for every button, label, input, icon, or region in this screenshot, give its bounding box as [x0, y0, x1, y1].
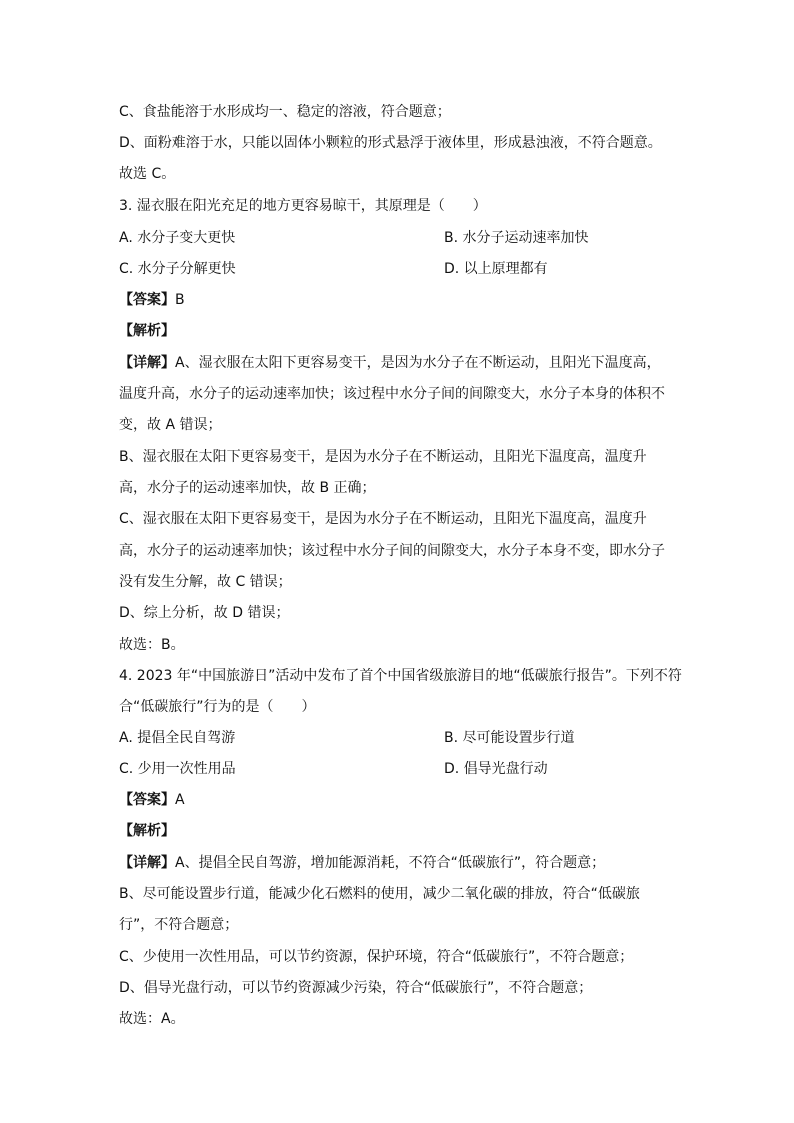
- q3-options-row-2: [119, 259, 679, 279]
- q4-conclusion: 故选：A。: [119, 1011, 185, 1027]
- q4-detail-line: 行”，不符合题意；: [119, 917, 239, 933]
- q3-option-b: B. 水分子运动速率加快: [444, 230, 589, 246]
- q3-detail-line: 【详解】A、湿衣服在太阳下更容易变干，是因为水分子在不断运动，且阳光下温度高，: [119, 355, 661, 371]
- q4-options-row-1: [119, 728, 679, 748]
- q4-option-a: A. 提倡全民自驾游: [119, 730, 236, 746]
- q3-detail-line: 高，水分子的运动速率加快；该过程中水分子间的间隙变大，水分子本身不变，即水分子: [119, 543, 665, 559]
- q3-option-c: C. 水分子分解更快: [119, 261, 236, 277]
- q3-detail-label: 【详解】: [119, 355, 175, 371]
- q4-detail-line: C、少使用一次性用品，可以节约资源，保护环境，符合“低碳旅行”，不符合题意；: [119, 949, 634, 965]
- prev-option-d-explanation: D、面粉难溶于水，只能以固体小颗粒的形式悬浮于液体里，形成悬浊液，不符合题意。: [119, 135, 662, 151]
- q4-answer: [119, 790, 185, 810]
- q3-stem: 3. 湿衣服在阳光充足的地方更容易晾干，其原理是（ ）: [119, 198, 487, 214]
- q4-analysis-label: 【解析】: [119, 823, 175, 839]
- prev-option-c-explanation: C、食盐能溶于水形成均一、稳定的溶液，符合题意；: [119, 104, 451, 120]
- q3-option-a: A. 水分子变大更快: [119, 230, 236, 246]
- q3-answer: [119, 290, 185, 310]
- q4-detail-line: D、倡导光盘行动，可以节约资源减少污染，符合“低碳旅行”，不符合题意；: [119, 980, 593, 996]
- q4-answer-value: A: [175, 792, 185, 808]
- q3-analysis-label: 【解析】: [119, 323, 175, 339]
- q4-detail-label: 【详解】: [119, 855, 175, 871]
- q4-option-b: B. 尽可能设置步行道: [444, 730, 575, 746]
- q3-answer-label: 【答案】: [119, 292, 175, 308]
- q4-detail-line: 【详解】A、提倡全民自驾游，增加能源消耗，不符合“低碳旅行”，符合题意；: [119, 855, 606, 871]
- q3-options-row-1: [119, 228, 679, 248]
- q4-stem-line-1: 4. 2023 年“中国旅游日”活动中发布了首个中国省级旅游目的地“低碳旅行报告”。下列不符: [119, 668, 682, 684]
- q4-stem-line-2: 合“低碳旅行”行为的是（ ）: [119, 699, 316, 715]
- q3-detail-line: B、湿衣服在太阳下更容易变干，是因为水分子在不断运动，且阳光下温度高，温度升: [119, 449, 647, 465]
- q4-detail-line: B、尽可能设置步行道，能减少化石燃料的使用，减少二氧化碳的排放，符合“低碳旅: [119, 886, 640, 902]
- q3-detail-line: 变，故 A 错误；: [119, 417, 222, 433]
- prev-conclusion: 故选 C。: [119, 166, 176, 182]
- q3-detail-line: C、湿衣服在太阳下更容易变干，是因为水分子在不断运动，且阳光下温度高，温度升: [119, 511, 647, 527]
- q4-answer-label: 【答案】: [119, 792, 175, 808]
- q3-conclusion: 故选：B。: [119, 637, 185, 653]
- q3-option-d: D. 以上原理都有: [444, 261, 548, 277]
- q4-option-c: C. 少用一次性用品: [119, 761, 236, 777]
- q3-detail-line: 没有发生分解，故 C 错误；: [119, 574, 292, 590]
- q3-detail-line: 温度升高，水分子的运动速率加快；该过程中水分子间的间隙变大，水分子本身的体积不: [119, 386, 665, 402]
- q4-options-row-2: [119, 759, 679, 779]
- q4-option-d: D. 倡导光盘行动: [444, 761, 548, 777]
- q3-answer-value: B: [175, 292, 185, 308]
- q3-detail-line: D、综上分析，故 D 错误；: [119, 605, 290, 621]
- q3-detail-line: 高，水分子的运动速率加快，故 B 正确；: [119, 480, 376, 496]
